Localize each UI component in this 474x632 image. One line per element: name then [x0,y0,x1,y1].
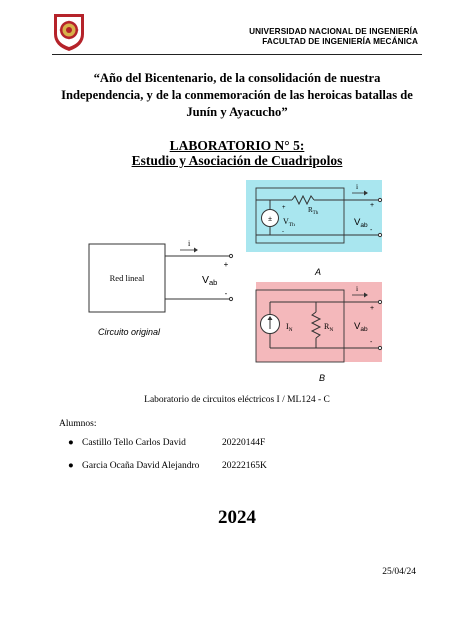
bullet-icon: ● [68,461,74,471]
student-row [68,461,267,471]
date: 25/04/24 [382,567,416,577]
lab-subtitle: Estudio y Asociación de Cuadripolos [131,153,343,168]
svg-text:+: + [370,305,375,312]
student-name: Castillo Tello Carlos David [82,438,186,448]
svg-text:-: - [370,227,373,234]
norton-circuit-diagram [244,282,394,386]
student-code: 20220144F [222,438,266,448]
student-code: 20222165K [222,461,267,471]
svg-text:+: + [370,202,375,209]
thevenin-source-label: $V_{Th}$ [283,217,295,228]
faculty-name: FACULTAD DE INGENIERÍA MECÁNICA [262,37,418,46]
current-label: i [188,239,191,248]
lab-title: LABORATORIO N° 5: [169,138,305,153]
course-line: Laboratorio de circuitos eléctricos I / ML124 - C [144,395,330,405]
vab-label-b: $V_{ab}$ [354,321,368,333]
thevenin-resistor-label: $R_{Th}$ [308,206,319,216]
motto-line-3: Junín y Ayacucho” [186,105,288,119]
svg-text:-: - [370,339,373,346]
university-name: UNIVERSIDAD NACIONAL DE INGENIERÍA [249,27,418,36]
svg-text:-: - [282,229,284,235]
header-divider [52,54,422,55]
motto-line-2: Independencia, y de la conmemoración de las heroicas batallas de [61,88,413,102]
students-heading: Alumnos: [59,419,97,429]
vab-label: Vab [202,274,218,287]
thevenin-circuit-diagram [244,180,394,282]
norton-source-label: $I_N$ [286,322,293,333]
svg-text:+: + [282,205,286,211]
original-caption: Circuito original [98,327,161,337]
svg-text:±: ± [268,216,272,223]
year: 2024 [218,507,256,528]
circuit-b-label: B [318,373,326,383]
current-label-a: i [356,182,359,191]
original-circuit-diagram [80,236,240,346]
vab-label-a: $V_{ab}$ [354,217,368,229]
circuit-a-label: A [314,267,322,277]
motto [40,70,434,121]
student-name: Garcia Ocaña David Alejandro [82,461,200,471]
linear-network-label: Red lineal [109,273,145,283]
bullet-icon: ● [68,438,74,448]
university-logo-icon [51,12,87,52]
motto-line-1: “Año del Bicentenario, de la consolidación de nuestra [93,71,381,85]
plus-label: + [223,260,229,269]
current-label-b: i [356,284,359,293]
norton-resistor-label: $R_N$ [324,322,334,333]
minus-label: - [224,289,228,298]
student-row [68,438,265,448]
university-header [249,27,418,47]
